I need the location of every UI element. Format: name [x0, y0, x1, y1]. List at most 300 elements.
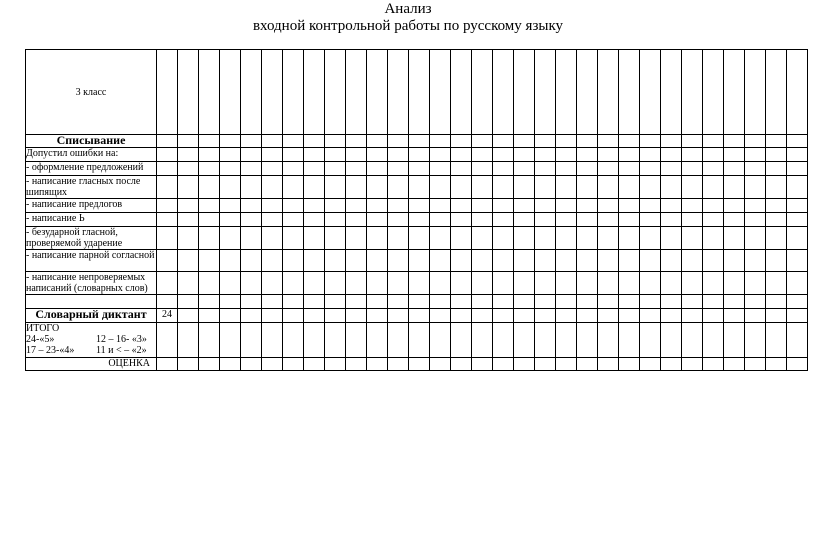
table-cell: [724, 199, 745, 213]
table-cell: [409, 250, 430, 272]
table-cell: [304, 148, 325, 162]
table-cell: [178, 227, 199, 250]
table-cell: [766, 227, 787, 250]
table-cell: [178, 148, 199, 162]
table-cell: [535, 227, 556, 250]
table-cell: [367, 199, 388, 213]
table-cell: [493, 295, 514, 309]
table-cell: [724, 176, 745, 199]
table-cell: [430, 272, 451, 295]
error-row-label: - безударной гласной, проверяемой ударение: [26, 227, 123, 249]
table-cell: [556, 323, 577, 358]
table-cell: [724, 148, 745, 162]
table-cell: [787, 213, 808, 227]
table-cell: [409, 176, 430, 199]
table-cell: [199, 199, 220, 213]
error-row-label-cell: [26, 227, 157, 250]
table-cell: [640, 148, 661, 162]
ocenka-row: [26, 358, 808, 371]
table-cell: [619, 250, 640, 272]
title-line-2: входной контрольной работы по русскому языку: [252, 18, 564, 34]
table-cell: [346, 176, 367, 199]
table-cell: [220, 295, 241, 309]
table-cell: 24: [157, 309, 178, 323]
table-cell: [178, 358, 199, 371]
table-cell: [766, 272, 787, 295]
table-cell: [556, 213, 577, 227]
table-cell: [514, 148, 535, 162]
table-cell: [661, 135, 682, 148]
table-cell: [304, 199, 325, 213]
table-cell: [472, 199, 493, 213]
table-cell: [703, 135, 724, 148]
table-cell: [157, 272, 178, 295]
table-cell: [766, 176, 787, 199]
table-cell: [745, 213, 766, 227]
itogo-grade-2: 11 и < – «2»: [96, 345, 147, 356]
table-cell: [682, 250, 703, 272]
table-cell: [577, 176, 598, 199]
error-row: [26, 176, 808, 199]
table-cell: [577, 135, 598, 148]
table-cell: [409, 213, 430, 227]
table-cell: [199, 227, 220, 250]
table-cell: [493, 227, 514, 250]
table-cell: [325, 323, 346, 358]
table-cell: [745, 358, 766, 371]
table-cell: [598, 323, 619, 358]
table-cell: [346, 148, 367, 162]
table-cell: [766, 199, 787, 213]
table-cell: [241, 162, 262, 176]
table-cell: [556, 199, 577, 213]
table-cell: [472, 227, 493, 250]
table-cell: [325, 135, 346, 148]
itogo-grade-4: 17 – 23-«4»: [26, 345, 75, 356]
table-cell: [346, 227, 367, 250]
table-cell: [724, 135, 745, 148]
table-cell: [619, 213, 640, 227]
table-cell: [619, 199, 640, 213]
table-cell: [283, 309, 304, 323]
table-cell: [787, 176, 808, 199]
table-cell: [493, 50, 514, 135]
table-cell: [304, 227, 325, 250]
section-copying-row-label-cell: [26, 135, 157, 148]
table-cell: [493, 199, 514, 213]
error-row-label: - написание парной согласной: [26, 250, 155, 261]
table-cell: [682, 199, 703, 213]
table-cell: [724, 323, 745, 358]
table-cell: [220, 199, 241, 213]
table-cell: [535, 213, 556, 227]
table-cell: [493, 272, 514, 295]
itogo-row-label-cell: [26, 323, 157, 358]
table-cell: [787, 135, 808, 148]
section-copying-title: Списывание: [56, 134, 126, 147]
table-cell: [157, 50, 178, 135]
table-cell: [388, 162, 409, 176]
table-cell: [556, 309, 577, 323]
table-cell: [304, 162, 325, 176]
blank-row-label-cell: [26, 295, 157, 309]
table-cell: [619, 148, 640, 162]
table-cell: [619, 227, 640, 250]
table-cell: [577, 148, 598, 162]
table-cell: [661, 358, 682, 371]
table-cell: [430, 213, 451, 227]
table-cell: [451, 135, 472, 148]
table-cell: [241, 148, 262, 162]
table-cell: [514, 162, 535, 176]
table-cell: [556, 148, 577, 162]
table-cell: [766, 135, 787, 148]
table-cell: [535, 162, 556, 176]
table-cell: [262, 50, 283, 135]
error-row-label-cell: [26, 176, 157, 199]
table-cell: [451, 162, 472, 176]
table-cell: [346, 323, 367, 358]
table-cell: [262, 227, 283, 250]
table-cell: [325, 295, 346, 309]
table-cell: [241, 227, 262, 250]
table-cell: [745, 250, 766, 272]
table-cell: [598, 295, 619, 309]
table-cell: [241, 272, 262, 295]
table-cell: [178, 162, 199, 176]
table-cell: [598, 176, 619, 199]
table-cell: [766, 148, 787, 162]
table-cell: [325, 272, 346, 295]
table-cell: [640, 199, 661, 213]
table-cell: [745, 50, 766, 135]
table-cell: [598, 162, 619, 176]
table-cell: [745, 176, 766, 199]
table-cell: [535, 148, 556, 162]
table-cell: [283, 227, 304, 250]
table-cell: [388, 148, 409, 162]
table-cell: [178, 295, 199, 309]
table-cell: [262, 295, 283, 309]
table-cell: [577, 323, 598, 358]
table-cell: [661, 199, 682, 213]
table-cell: [682, 323, 703, 358]
table-cell: [388, 50, 409, 135]
table-cell: [493, 323, 514, 358]
table-cell: [787, 272, 808, 295]
table-cell: [388, 272, 409, 295]
table-cell: [451, 295, 472, 309]
table-cell: [766, 358, 787, 371]
table-cell: [514, 295, 535, 309]
table-cell: [451, 176, 472, 199]
table-cell: [724, 295, 745, 309]
table-cell: [472, 213, 493, 227]
table-cell: [262, 162, 283, 176]
table-cell: [346, 358, 367, 371]
table-cell: [430, 135, 451, 148]
error-row: [26, 199, 808, 213]
table-cell: [220, 148, 241, 162]
table-cell: [493, 250, 514, 272]
table-cell: [220, 227, 241, 250]
table-cell: [283, 250, 304, 272]
section-dictation-row: [26, 309, 808, 323]
table-cell: [430, 323, 451, 358]
table-cell: [535, 295, 556, 309]
table-cell: [241, 50, 262, 135]
analysis-table: [25, 49, 808, 371]
table-cell: [640, 250, 661, 272]
table-cell: [199, 148, 220, 162]
table-cell: [514, 176, 535, 199]
table-cell: [199, 323, 220, 358]
table-cell: [157, 227, 178, 250]
table-cell: [682, 162, 703, 176]
table-cell: [556, 162, 577, 176]
table-cell: [430, 176, 451, 199]
table-cell: [703, 250, 724, 272]
table-cell: [619, 272, 640, 295]
itogo-label: ИТОГО: [26, 323, 60, 334]
table-cell: [661, 323, 682, 358]
table-cell: [787, 323, 808, 358]
table-cell: [787, 358, 808, 371]
table-cell: [157, 213, 178, 227]
table-cell: [472, 176, 493, 199]
table-cell: [661, 295, 682, 309]
table-cell: [157, 135, 178, 148]
table-cell: [703, 227, 724, 250]
table-cell: [304, 135, 325, 148]
table-cell: [367, 250, 388, 272]
table-cell: [157, 358, 178, 371]
table-cell: [388, 323, 409, 358]
table-cell: [367, 148, 388, 162]
table-cell: [157, 199, 178, 213]
table-cell: [598, 50, 619, 135]
table-cell: [283, 213, 304, 227]
table-cell: [661, 176, 682, 199]
table-cell: [724, 272, 745, 295]
table-cell: [766, 323, 787, 358]
table-cell: [241, 176, 262, 199]
table-cell: [703, 162, 724, 176]
table-cell: [409, 358, 430, 371]
table-cell: [787, 295, 808, 309]
table-cell: [682, 272, 703, 295]
table-cell: [598, 135, 619, 148]
error-row-label: - написание гласных после шипящих: [26, 176, 141, 198]
table-cell: [409, 309, 430, 323]
table-cell: [220, 250, 241, 272]
table-cell: [598, 250, 619, 272]
table-cell: [703, 50, 724, 135]
table-cell: [577, 250, 598, 272]
table-cell: [283, 148, 304, 162]
error-row-label-cell: [26, 162, 157, 176]
table-cell: [703, 309, 724, 323]
table-cell: [304, 309, 325, 323]
table-cell: [472, 250, 493, 272]
table-cell: [577, 358, 598, 371]
table-cell: [556, 250, 577, 272]
table-cell: [598, 199, 619, 213]
table-cell: [241, 358, 262, 371]
itogo-grade-5: 24-«5»: [26, 334, 55, 345]
table-cell: [178, 135, 199, 148]
itogo-grade-3: 12 – 16- «3»: [96, 334, 147, 345]
table-cell: [451, 213, 472, 227]
table-cell: [199, 309, 220, 323]
table-cell: [724, 227, 745, 250]
table-cell: [367, 213, 388, 227]
table-cell: [304, 323, 325, 358]
table-cell: [283, 162, 304, 176]
table-cell: [388, 358, 409, 371]
table-cell: [199, 358, 220, 371]
table-cell: [409, 162, 430, 176]
table-cell: [220, 358, 241, 371]
table-cell: [262, 213, 283, 227]
table-cell: [619, 323, 640, 358]
table-cell: [640, 323, 661, 358]
table-cell: [178, 250, 199, 272]
error-row: [26, 213, 808, 227]
table-cell: [325, 309, 346, 323]
table-cell: [577, 50, 598, 135]
table-cell: [199, 135, 220, 148]
table-cell: [346, 50, 367, 135]
table-cell: [262, 148, 283, 162]
table-cell: [388, 227, 409, 250]
table-cell: [241, 295, 262, 309]
table-cell: [325, 213, 346, 227]
table-cell: [472, 323, 493, 358]
table-cell: [745, 323, 766, 358]
table-cell: [703, 323, 724, 358]
class-row-label-cell: [26, 50, 157, 135]
table-cell: [283, 176, 304, 199]
table-cell: [514, 135, 535, 148]
table-cell: [241, 250, 262, 272]
table-cell: [493, 148, 514, 162]
table-cell: [535, 358, 556, 371]
table-cell: [535, 309, 556, 323]
table-cell: [640, 295, 661, 309]
table-cell: [283, 358, 304, 371]
table-cell: [178, 176, 199, 199]
table-cell: [745, 272, 766, 295]
table-cell: [766, 50, 787, 135]
table-cell: [745, 199, 766, 213]
table-cell: [262, 309, 283, 323]
table-cell: [241, 323, 262, 358]
table-cell: [346, 162, 367, 176]
error-row-label-cell: [26, 213, 157, 227]
table-cell: [535, 250, 556, 272]
table-cell: [598, 213, 619, 227]
table-cell: [598, 148, 619, 162]
table-cell: [787, 309, 808, 323]
table-cell: [535, 135, 556, 148]
table-cell: [514, 227, 535, 250]
table-cell: [367, 309, 388, 323]
table-cell: [346, 295, 367, 309]
table-cell: [703, 358, 724, 371]
table-cell: [535, 50, 556, 135]
table-cell: [178, 50, 199, 135]
table-cell: [661, 148, 682, 162]
error-row: [26, 227, 808, 250]
table-cell: [367, 176, 388, 199]
table-cell: [283, 272, 304, 295]
table-cell: [325, 227, 346, 250]
table-cell: [493, 358, 514, 371]
table-cell: [304, 295, 325, 309]
table-cell: [430, 148, 451, 162]
table-cell: [619, 162, 640, 176]
table-cell: [409, 227, 430, 250]
table-cell: [409, 272, 430, 295]
table-cell: [409, 135, 430, 148]
error-row: [26, 272, 808, 295]
table-cell: [514, 213, 535, 227]
table-cell: [472, 272, 493, 295]
error-row-label-cell: [26, 272, 157, 295]
table-cell: [388, 199, 409, 213]
table-cell: [367, 295, 388, 309]
table-cell: [388, 176, 409, 199]
table-cell: [220, 213, 241, 227]
table-cell: [430, 250, 451, 272]
table-cell: [409, 295, 430, 309]
table-cell: [367, 272, 388, 295]
table-cell: [157, 148, 178, 162]
table-cell: [409, 50, 430, 135]
table-cell: [451, 272, 472, 295]
table-cell: [430, 295, 451, 309]
section-dictation-title: Словарный диктант: [35, 308, 147, 321]
table-cell: [766, 250, 787, 272]
table-cell: [451, 309, 472, 323]
section-copying-row: [26, 135, 808, 148]
table-cell: [241, 135, 262, 148]
table-cell: [640, 213, 661, 227]
table-cell: [304, 250, 325, 272]
table-cell: [556, 295, 577, 309]
error-row-label-cell: [26, 250, 157, 272]
table-cell: [262, 323, 283, 358]
table-cell: [199, 250, 220, 272]
table-cell: [514, 358, 535, 371]
table-cell: [745, 162, 766, 176]
table-cell: [451, 250, 472, 272]
table-cell: [598, 227, 619, 250]
table-cell: [640, 135, 661, 148]
table-cell: [724, 50, 745, 135]
table-cell: [430, 309, 451, 323]
table-cell: [598, 272, 619, 295]
table-cell: [262, 199, 283, 213]
table-cell: [577, 309, 598, 323]
table-cell: [451, 148, 472, 162]
class-label: 3 класс: [75, 86, 107, 98]
error-row: [26, 250, 808, 272]
table-cell: [640, 162, 661, 176]
table-cell: [325, 162, 346, 176]
table-cell: [640, 227, 661, 250]
